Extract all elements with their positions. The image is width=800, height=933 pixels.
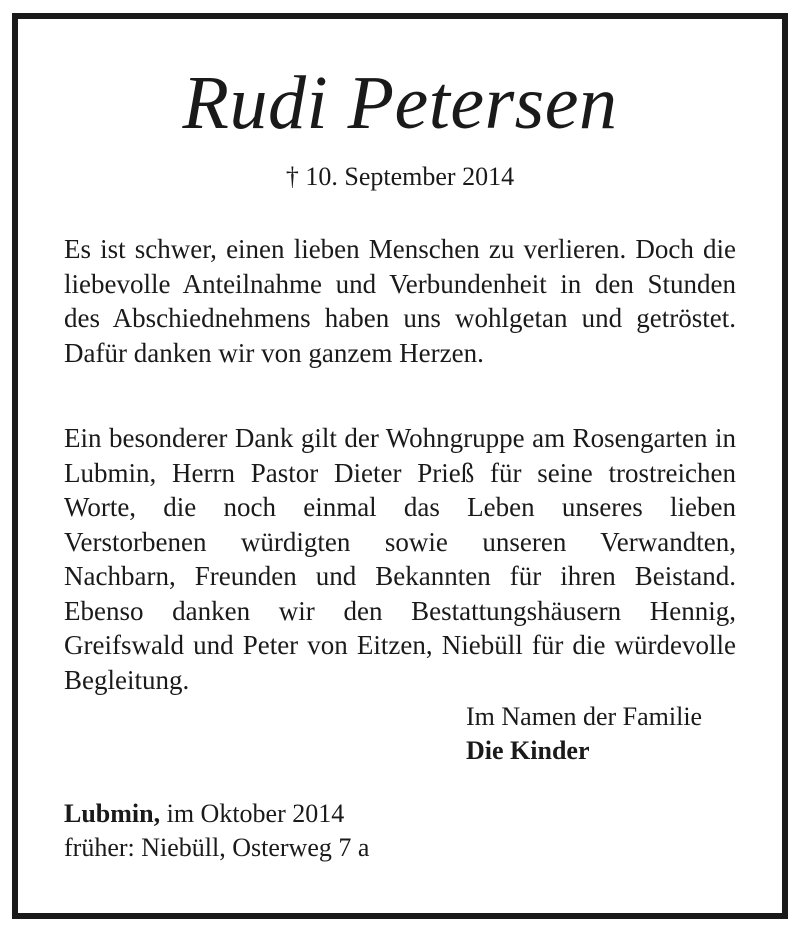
footer-block — [64, 797, 369, 865]
footer-place: Lubmin, — [64, 799, 161, 828]
death-date: † 10. September 2014 — [285, 162, 515, 191]
signature-family-line: Im Namen der Familie — [466, 702, 703, 731]
footer-date: im Oktober 2014 — [160, 799, 345, 828]
footer-previous-address: früher: Niebüll, Osterweg 7 a — [64, 833, 370, 862]
signature-block — [466, 700, 702, 768]
thanks-paragraph-1: Es ist schwer, einen lieben Menschen zu verlieren. Doch die liebevolle Anteilnahme und Verbundenheit in den Stunden des Abschiednehmens haben uns wohlgetan und getröstet. Dafür danken wir von ganzem Herzen. — [64, 234, 736, 368]
footer-place-date — [64, 797, 369, 831]
deceased-name: Rudi Petersen — [182, 61, 618, 145]
thanks-paragraph-2: Ein besonderer Dank gilt der Wohngruppe am Rosengarten in Lubmin, Herrn Pastor Dieter Prieß für seine trostreichen Worte, die noch einmal das Leben unseres lieben Verstorbenen würdigten sowie unseren Verwandten, Nachbarn, Freunden und Bekannten für ihren Beistand. Ebenso danken wir den Bestattungshäusern Hennig, Greifswald und Peter von Eitzen, Niebüll für die würdevolle Begleitung. — [64, 423, 736, 695]
signature-children-line: Die Kinder — [466, 736, 590, 765]
